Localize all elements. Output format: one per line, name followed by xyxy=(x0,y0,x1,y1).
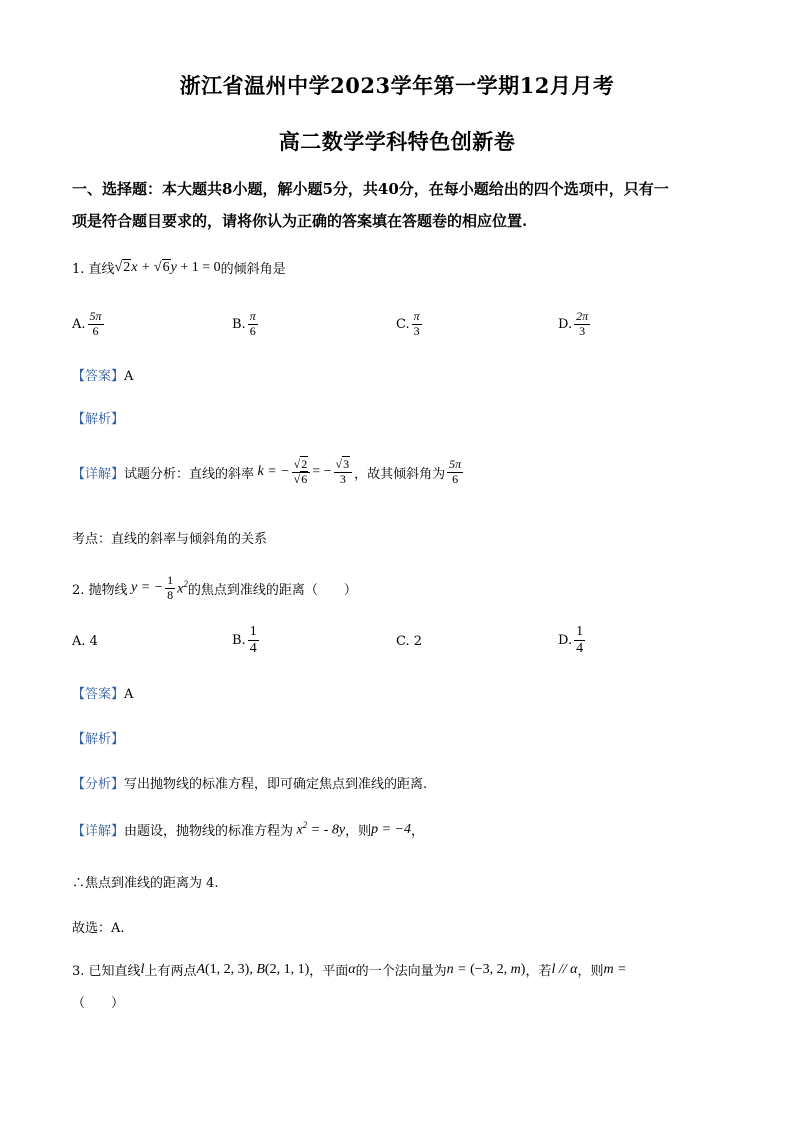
q1-equation: √2x + √6y + 1 = 0 xyxy=(114,259,221,275)
q2-detail: 【详解】 由题设，抛物线的标准方程为 $x^2$ = - 8y ，则 p = −4 ， xyxy=(72,820,425,839)
q1-option-c: C. $\frac{\pi}{3}$ xyxy=(396,309,420,338)
q3-line2: （ ） xyxy=(72,996,125,1011)
q2-analysis-heading: 【解析】 xyxy=(72,732,125,747)
q2-option-c: C. 2 xyxy=(396,634,423,649)
question-3: 3. 已知直线 l 上有两点 A(1, 2, 3), B(2, 1, 1) ，平面 α 的一个法向量为 n = (−3, 2, m) ，若 l // α ，则 m = xyxy=(72,961,627,979)
q2-option-d: D. $\frac{1}{4}$ xyxy=(558,624,584,657)
answer-tag: 【答案】 xyxy=(72,369,125,384)
q1-answer: 【答案】A xyxy=(72,369,134,384)
q1-suffix: 的倾斜角是 xyxy=(220,262,286,277)
q1-detail: 【详解】 试题分析：直线的斜率 k = − $\frac{√2}{√6}$ = − $\frac{√3}{3}$ ，故其倾斜角为 $\frac{5\pi}{6}$ xyxy=(72,457,462,486)
q2-conclusion: 故选：A. xyxy=(72,921,125,936)
exam-subtitle: 高二数学学科特色创新卷 xyxy=(278,129,516,154)
q1-prefix: 1. 直线 xyxy=(72,262,115,277)
q1-option-a: A. $\frac{5\pi}{6}$ xyxy=(72,309,102,338)
q2-option-b: B. $\frac{1}{4}$ xyxy=(232,624,257,657)
q2-option-a: A. 4 xyxy=(72,634,98,649)
section-heading-line2: 项是符合题目要求的，请将你认为正确的答案填在答题卷的相应位置. xyxy=(72,212,528,230)
q2-answer: 【答案】A xyxy=(72,687,134,702)
exam-title: 浙江省温州中学2023学年第一学期12月月考 xyxy=(179,73,615,98)
q2-analysis: 【分析】写出抛物线的标准方程，即可确定焦点到准线的距离. xyxy=(72,777,428,792)
q1-option-b: B. $\frac{\pi}{6}$ xyxy=(232,309,256,338)
q1-analysis-heading: 【解析】 xyxy=(72,412,125,427)
section-heading-line1: 一、选择题：本大题共8小题，解小题5分，共40分，在每小题给出的四个选项中，只有一 xyxy=(72,180,669,198)
q1-kaodian: 考点：直线的斜率与倾斜角的关系 xyxy=(72,532,268,547)
q2-therefore: ∴焦点到准线的距离为 4. xyxy=(72,876,219,891)
question-2: 2. 抛物线 y = − $\frac{1}{8}$ $x^2$ 的焦点到准线的距离（ ） xyxy=(72,573,357,602)
q1-option-d: D. $\frac{2\pi}{3}$ xyxy=(558,309,589,338)
question-1 xyxy=(72,258,286,277)
